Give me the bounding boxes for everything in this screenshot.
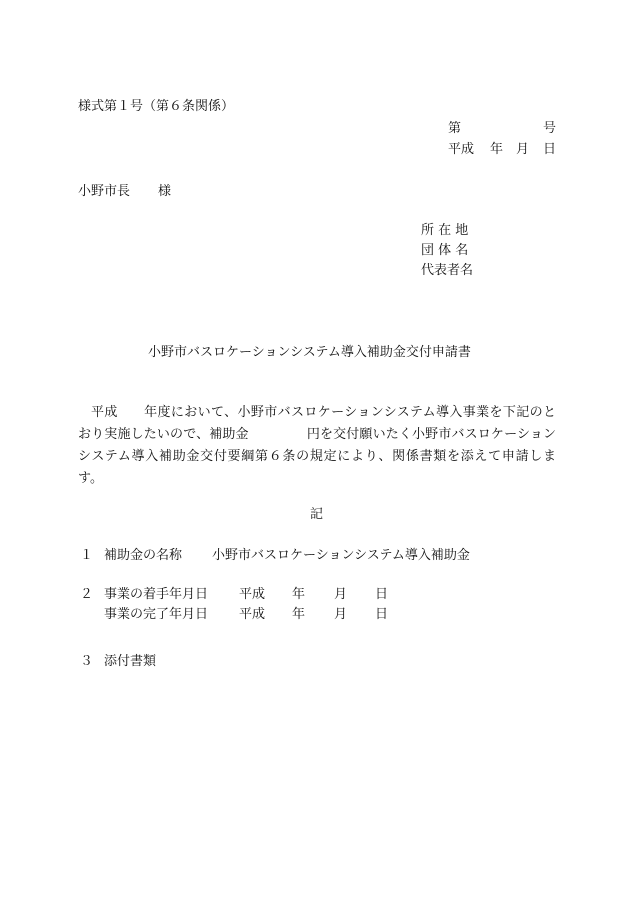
doc-number-prefix: 第 [448, 121, 462, 136]
item-3-number: ３ [80, 654, 94, 669]
body-text-1: 年度において、小野市バスロケーションシステム導入事業を下記のとおり実施したいので、補助金 [78, 405, 556, 442]
item-1-label: 補助金の名称 [104, 548, 183, 563]
addressee-honorific: 様 [158, 184, 172, 199]
date-year: 年 [490, 142, 504, 157]
body-era: 平成 [91, 405, 118, 420]
item-2-start-era: 平成 [239, 587, 266, 602]
item-2-end-day: 日 [375, 607, 389, 622]
item-2-start-year: 年 [292, 587, 306, 602]
date-day: 日 [543, 142, 557, 157]
ki-label: 記 [310, 507, 324, 522]
form-label: 様式第１号（第６条関係） [78, 99, 235, 114]
item-3-label: 添付書類 [104, 654, 157, 669]
item-2-end-year: 年 [292, 607, 306, 622]
item-2-end-era: 平成 [239, 607, 266, 622]
applicant-address-label: 所 在 地 [421, 223, 469, 238]
item-2-end-month: 月 [334, 607, 348, 622]
item-2-start-label: 事業の着手年月日 [104, 587, 209, 602]
item-2-start-day: 日 [375, 587, 389, 602]
doc-number-suffix: 号 [543, 121, 557, 136]
item-2-number: ２ [80, 587, 94, 602]
body-text-2: 円を交付願いたく小野市バスロケーションシステム導入補助金交付要綱第６条の規定により、関係書類を添えて申請します。 [78, 427, 556, 486]
applicant-group-label: 団 体 名 [421, 243, 469, 258]
date-month: 月 [516, 142, 530, 157]
item-1-number: １ [80, 548, 94, 563]
item-1-value: 小野市バスロケーションシステム導入補助金 [212, 548, 470, 563]
addressee-name: 小野市長 [78, 184, 131, 199]
date-era: 平成 [448, 142, 475, 157]
document-title: 小野市バスロケーションシステム導入補助金交付申請書 [148, 345, 471, 360]
item-2-end-label: 事業の完了年月日 [104, 607, 209, 622]
body-paragraph [78, 402, 556, 490]
item-2-start-month: 月 [334, 587, 348, 602]
applicant-rep-label: 代表者名 [421, 263, 474, 278]
